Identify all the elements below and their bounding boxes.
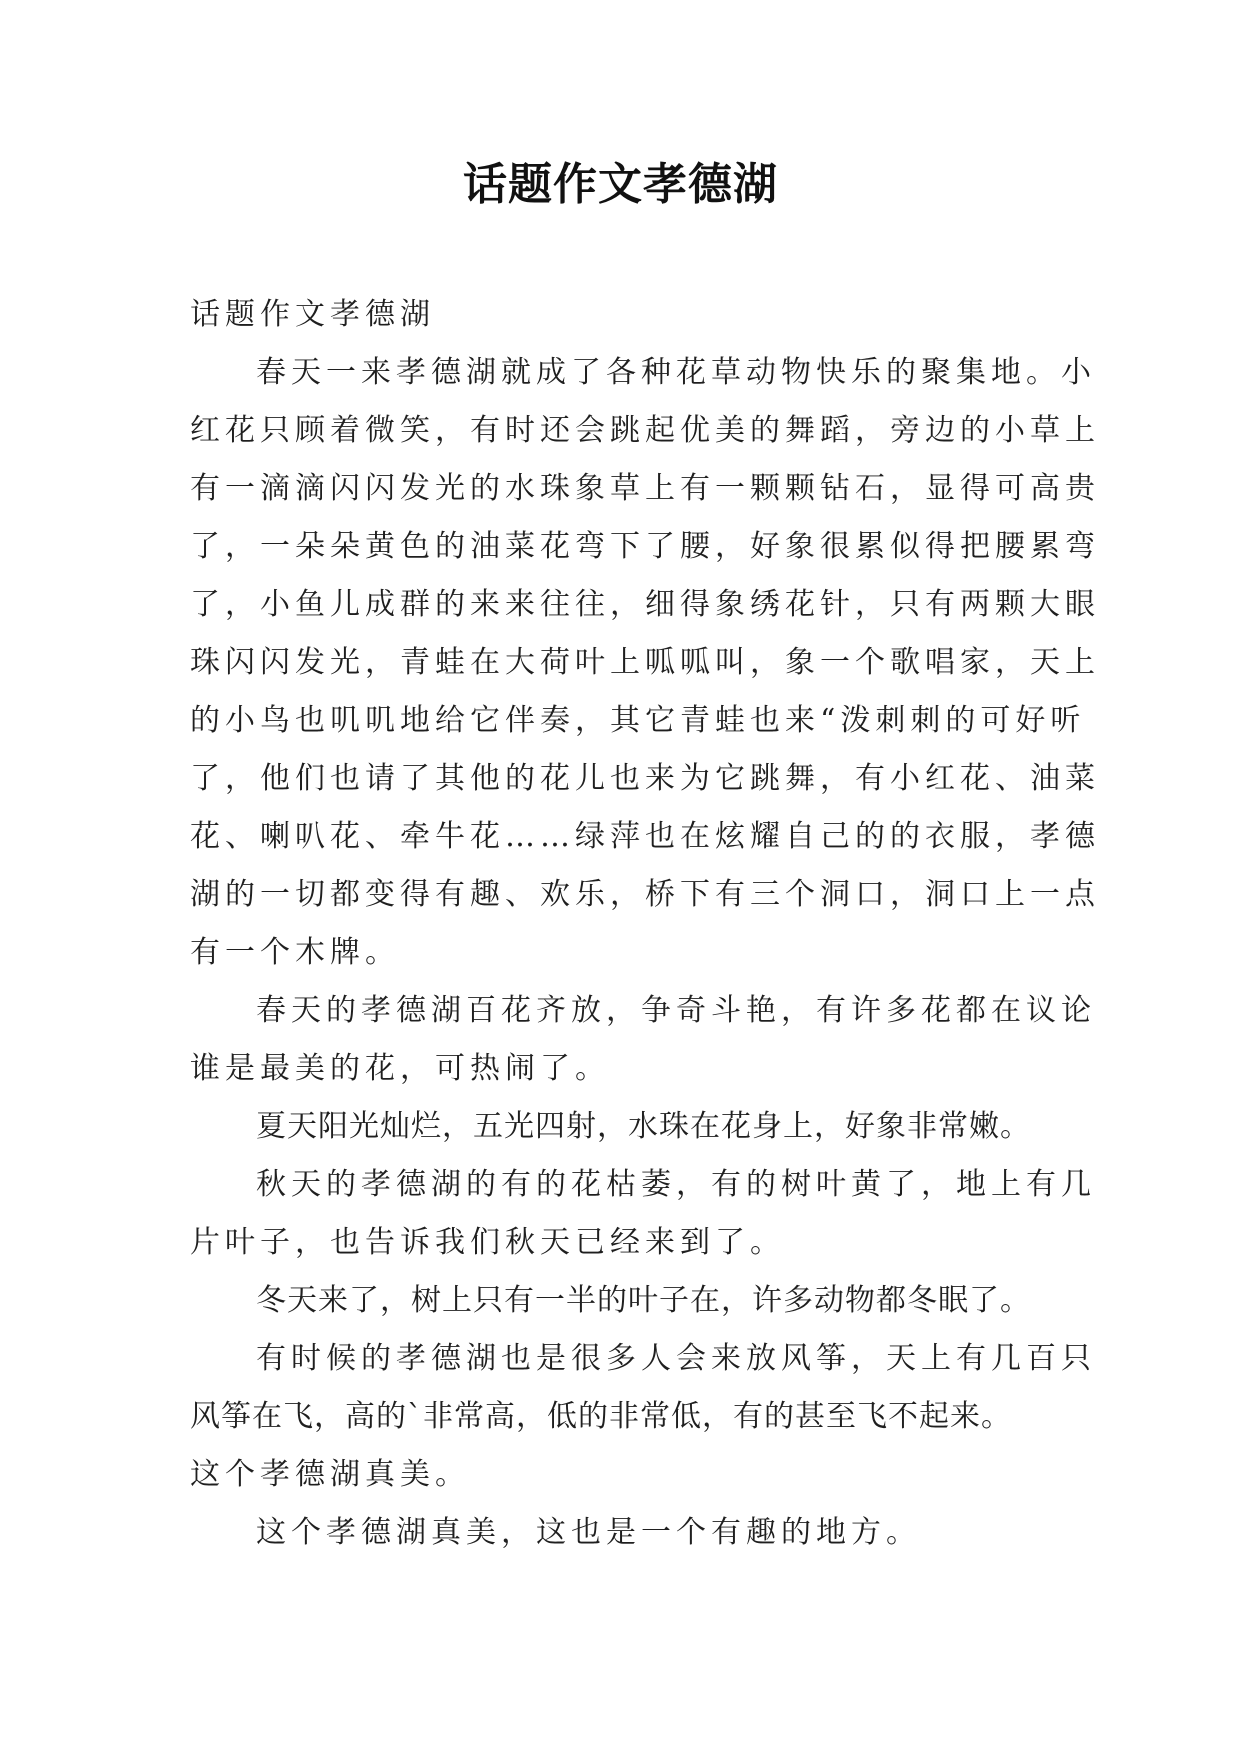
paragraph-4-line-1: 秋天的孝德湖的有的花枯萎，有的树叶黄了，地上有几 [256,1167,1096,1202]
paragraph-1-line-1: 春天一来孝德湖就成了各种花草动物快乐的聚集地。小 [256,355,1096,390]
paragraph-1-line-4: 了，一朵朵黄色的油菜花弯下了腰，好象很累似得把腰累弯 [190,529,1100,564]
paragraph-1-line-5: 了，小鱼儿成群的来来往往，细得象绣花针，只有两颗大眼 [190,587,1100,622]
paragraph-1-line-6: 珠闪闪发光，青蛙在大荷叶上呱呱叫，象一个歌唱家，天上 [190,645,1100,680]
subtitle-line: 话题作文孝德湖 [190,297,435,332]
paragraph-1-line-10: 湖的一切都变得有趣、欢乐，桥下有三个洞口，洞口上一点 [190,877,1100,912]
paragraph-1-line-3: 有一滴滴闪闪发光的水珠象草上有一颗颗钻石，显得可高贵 [190,471,1100,506]
paragraph-1-line-9: 花、喇叭花、牵牛花……绿萍也在炫耀自己的的衣服，孝德 [190,819,1100,854]
paragraph-1-line-7: 的小鸟也叽叽地给它伴奏，其它青蛙也来“泼刺刺的可好听 [190,703,1086,738]
paragraph-1-line-2: 红花只顾着微笑，有时还会跳起优美的舞蹈，旁边的小草上 [190,413,1100,448]
document-body [190,286,1100,1562]
paragraph-5-line-1: 冬天来了，树上只有一半的叶子在，许多动物都冬眠了。 [256,1283,1031,1318]
paragraph-4-line-2: 片叶子，也告诉我们秋天已经来到了。 [190,1225,785,1260]
document-title: 话题作文孝德湖 [463,159,778,210]
paragraph-6-line-1: 有时候的孝德湖也是很多人会来放风筝，天上有几百只 [256,1341,1096,1376]
paragraph-1-line-11: 有一个木牌。 [190,935,400,970]
paragraph-2-line-2: 谁是最美的花，可热闹了。 [190,1051,610,1086]
paragraph-6-line-2: 风筝在飞，高的`非常高，低的非常低，有的甚至飞不起来。 [190,1399,1012,1434]
paragraph-7-line-1: 这个孝德湖真美，这也是一个有趣的地方。 [256,1515,921,1550]
paragraph-2-line-1: 春天的孝德湖百花齐放，争奇斗艳，有许多花都在议论 [256,993,1096,1028]
paragraph-3-line-1: 夏天阳光灿烂，五光四射，水珠在花身上，好象非常嫩。 [256,1109,1031,1144]
paragraph-6-line-3: 这个孝德湖真美。 [190,1457,470,1492]
paragraph-1-line-8: 了，他们也请了其他的花儿也来为它跳舞，有小红花、油菜 [190,761,1100,796]
